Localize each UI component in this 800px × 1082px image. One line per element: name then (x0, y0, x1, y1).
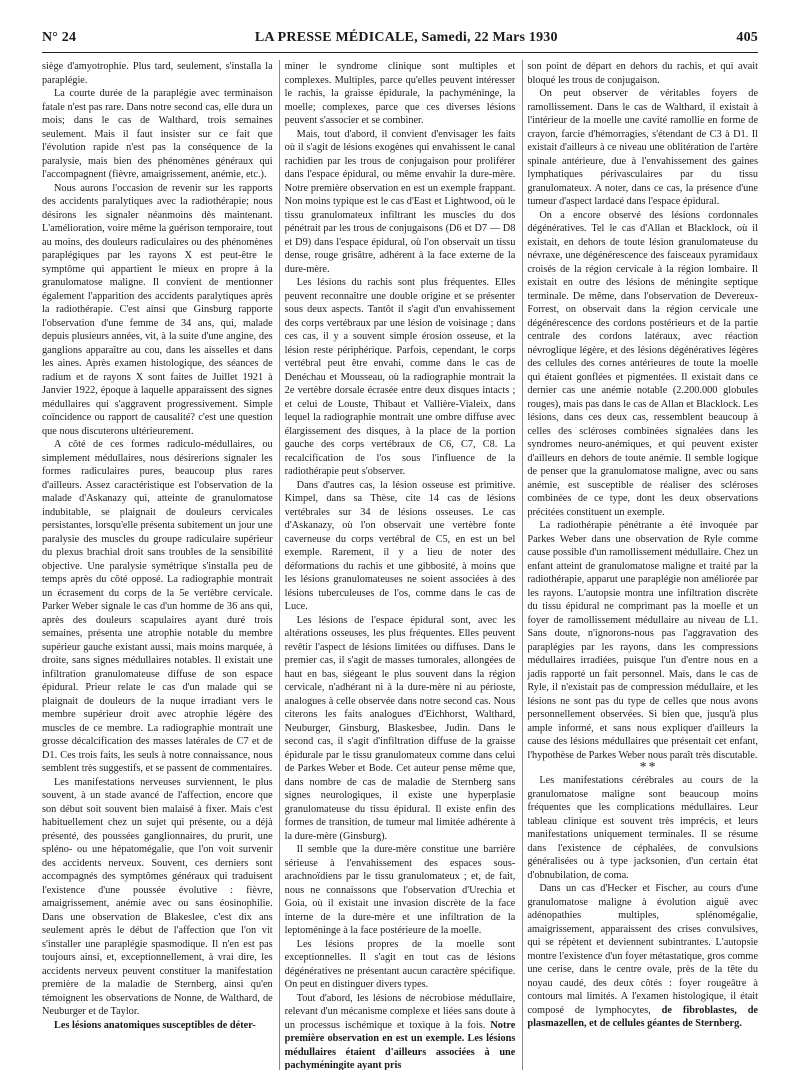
paragraph: On a encore observé des lésions cordonnales dégénératives. Tel le cas d'Allan et Blacklock, où il existait, en dehors de toute lésion granulomateuse du névraxe, une dégénérescence des faisceaux pyramidaux croisés de la région cervicale à la région lombaire. Il existait en outre des lésions de méningite septique terminale. De même, dans l'observation de Devereux-Forrest, on observait dans la région cervicale une dégénérescence des cordons postérieurs et de la partie centrale des cordons latéraux, avec réaction névroglique légère, et des lésions dégénératives légères des cellules des cornes antérieures de toute la moelle qui étaient gonflées et pigmentées. Il existait dans ce dernier cas une anémie notable (2.200.000 globules rouges), mais pas dans le cas de Allan et Blacklock. Les lésions, dans ces deux cas, ressemblent beaucoup à celles des scléroses combinées signalées dans les syndromes neuro-anémiques, et qui peuvent exister d'ailleurs en dehors de toute anémie. Il semble logique de penser que la granulomatose maligne, avec ou sans anémie, est susceptible de réaliser des scléroses combinées de ce type, dont les deux observations précitées constituent un exemple. (527, 209, 759, 518)
page-header (42, 30, 758, 48)
paragraph: Les lésions de l'espace épidural sont, avec les altérations osseuses, les plus fréquentes. Elles peuvent revêtir l'aspect de lésions limitées ou diffuses. Dans le premier cas, il s'agit de masses tumorales, allongées de haut en bas, siégeant le plus souvent dans la région cervicale, n'adhérant ni à la dure-mère ni au périoste, analogues à celle observée dans notre second cas. Nous citerons les faits analogues d'Eichhorst, Walthard, Neuburger, Ginsburg, Blaskesbee, Judin. Dans le second cas, il s'agit d'infiltration diffuse de la graisse épidurale par le tissu granulomateux comme dans celui de Parkes Weber et Bode. Cet auteur pense même que, dans nombre de cas de maladie de Sternberg sans signes neurologiques, il existe une hyperplasie granulomateuse du tissu épidural. Il existe enfin des formes de transition, de tumeur mal limitée adhérente à la dure-mère (Ginsburg). (284, 614, 516, 842)
bold-text: Notre première observation en est un exemple. Les lésions médullaires étaient d'ailleurs associées à une pachyméningite ayant pris (284, 1019, 516, 1070)
text-columns (42, 60, 758, 1070)
paragraph: Les manifestations cérébrales au cours de la granulomatose maligne sont beaucoup moins fréquentes que les complications médullaires. Leur tableau clinique est souvent très imprécis, et leurs manifestations uniquement terminales. Il se résume dans l'existence de céphalées, de convulsions généralisées ou à type jacksonien, d'un certain état d'obnubilation, de coma. (527, 775, 759, 881)
paragraph: Tout d'abord, les lésions de nécrobiose médullaire, relevant d'un mécanisme complexe et liées sans doute à un processus ischémique et toxique à la fois. Notre première observation en est un exemple. Les lésions médullaires étaient d'ailleurs associées à une pachyméningite ayant pris (284, 992, 516, 1070)
issue-number: N° 24 (42, 30, 77, 45)
paragraph: Il semble que la dure-mère constitue une barrière sérieuse à l'envahissement des espaces sous-arachnoïdiens par le tissu granulomateux ; et, de fait, nous ne connaissons que l'observation d'Urechia et Goia, où il existait une invasion discrète de la face interne de la dure-mère et une infiltration de la leptoméninge à la face postérieure de la moelle. (284, 844, 516, 936)
section-separator: ** (639, 760, 658, 775)
column-middle (285, 60, 516, 1070)
paragraph: siège d'amyotrophie. Plus tard, seulement, s'installa la paraplégie. (42, 61, 273, 86)
page-number: 405 (736, 30, 758, 45)
paragraph: A côté de ces formes radiculo-médullaires, ou simplement médullaires, nous désirerions signaler les formes radiculaires pures, beaucoup plus rares d'ailleurs. Assez caractéristique est l'observation de la malade d'Askanazy qui, atteinte de granulomatose indubitable, se plaignait de douleurs cervicales persistantes, lorsqu'elle présenta subitement un jour une paralysie des muscles du groupe radiculaire supérieur du plexus brachial droit sans troubles de la sensibilité objective. Une paralysie symétrique s'installa peu de temps après du côté opposé. La radiographie montrait un écrasement du corps de la 5e vertèbre cervicale. Parker Weber signale le cas d'un homme de 36 ans qui, après des douleurs scapulaires ayant duré trois semaines, présenta une atrophie notable du membre supérieur gauche existant aussi, mais moins marquée, à droite, sans signes médullaires notables. Il existait une infiltration granulomateuse diffuse de son espace épidural. Prieur relate le cas d'un malade qui se plaignait de douleurs de la nuque irradiant vers le membre supérieur droit avec atrophie légère des muscles de ce membre. La radiographie montrait une grosse décalcification des masses latérales de C7 et de D1. Ces trois faits, les seuls à notre connaissance, nous semblent très suggestifs, et se passent de commentaires. (42, 439, 273, 774)
column-right (527, 60, 758, 1070)
paragraph: Les lésions propres de la moelle sont exceptionnelles. Il s'agit en tout cas de lésions dégénératives ne présentant aucun caractère spécifique. On peut en distinguer divers types. (284, 938, 516, 990)
paragraph: Les manifestations nerveuses surviennent, le plus souvent, à un stade avancé de l'affection, encore que son début soit souvent bien malaisé à fixer. Mais c'est habituellement chez un sujet qui présente, ou a déjà présenté, des poussées ganglionnaires, du prurit, une spléno- ou une hépatomégalie, que l'on voit survenir des accidents nerveux. Souvent, ces derniers sont accompagnés des symptômes généraux qui traduisent l'existence d'une poussée évolutive : fièvre, amaigrissement, anémie avec ou sans éosinophilie. Dans une observation de Blakeslee, c'est dix ans seulement après le début de l'affection que l'on vit s'installer une paraplégie spasmodique. Il n'en est pas toujours ainsi, et, exceptionnellement, à vrai dire, les accidents nerveux peuvent constituer la manifestation première de la maladie de Sternberg, ainsi qu'en témoignent les observations de Nonne, de Walthard, de Neuburger et de Taylor. (42, 776, 273, 1017)
header-rule (42, 52, 758, 53)
paragraph: La radiothérapie pénétrante a été invoquée par Parkes Weber dans une observation de Ryle comme cause possible d'un ramollissement médullaire. Chez un enfant atteint de granulomatose maligne et traité par la radiothérapie, apparut une paraplégie non améliorée par les rayons. L'autopsie montra une infiltration discrète du tissu épidural ne comprimant pas la moelle et un foyer de ramollissement médullaire au niveau de L1. Sans doute, n'ignorons-nous pas l'aggravation des paraplégies par les rayons, dans les compressions médullaires irradiées, puisque l'un d'entre nous en a jadis rapporté un fait personnel. Mais, dans le cas de Ryle, il n'existait pas de compression médullaire, et les lésions ne sont pas du type de celles que nous avons personnellement observées. Si bien que, jusqu'à plus ample informé, et sans nous expliquer d'ailleurs la cause des lésions médullaires que présentait cet enfant, l'hypothèse de Parkes Weber nous paraît très discutable. (527, 520, 759, 761)
paragraph: Les lésions anatomiques susceptibles de déter- (54, 1019, 256, 1031)
paragraph: La courte durée de la paraplégie avec terminaison fatale n'est pas rare. Dans notre second cas, elle dura un mois; dans le cas de Walthard, trois semaines seulement. Mais il faut insister sur ce fait que l'évolution rapide n'est pas la conséquence de la paralysie, mais bien des phénomènes généraux qui l'accompagnent (fièvre, amaigrissement, anémie, etc.). (42, 88, 273, 180)
paragraph: son point de départ en dehors du rachis, et qui avait bloqué les trous de conjugaison. (527, 61, 759, 86)
paragraph: Les lésions du rachis sont plus fréquentes. Elles peuvent reconnaître une double origine et se présenter sous deux aspects. Tantôt il s'agit d'un envahissement des corps vertébraux par une lésion de voisinage ; dans ces cas, il y a souvent simple érosion osseuse, et la lésion reste périphérique. Parfois, cependant, le corps vertébral peut être envahi, comme dans le cas de Denéchau et Mousseau, où la radiographie montrait la 2e vertèbre dorsale écrasée entre deux disques intacts ; et celui de Louste, Thibaut et Vallière-Vialeix, dans lequel la radiographie montrait une ombre diffuse avec élargissement des disques, à la place de la portion gauche des corps vertébraux de C6, C7, C8. La recalcification de l'os sous l'influence de la radiothérapie peut s'observer. (284, 277, 516, 477)
paragraph: On peut observer de véritables foyers de ramollissement. Dans le cas de Walthard, il existait à l'intérieur de la moelle une cavité ramollie en forme de crayon, farcie d'hémorragies, s'étendant de C3 à D1. Il existait d'ailleurs à ce niveau une oblitération de l'artère spinale antérieure, due à l'envahissement des gaines lymphatiques périvasculaires par du tissu granulomateux. A noter, dans ce cas, la présence d'une tumeur d'aspect lardacé dans l'espace épidural. (527, 88, 759, 207)
paragraph: Nous aurons l'occasion de revenir sur les rapports des accidents paralytiques avec la radiothérapie; nous désirons les signaler néanmoins dès maintenant. L'amélioration, voire même la guérison temporaire, tout au moins, des douleurs radiculaires ou des phénomènes paraplégiques par les rayons X est peut-être le symptôme qui appartient le mieux en propre à la granulomatose maligne. Il convient de mentionner également l'apparition des accidents paralytiques après la radiothérapie. C'est ainsi que Ginsburg rapporte l'observation d'une femme de 34 ans, qui, malade depuis plusieurs années, vit, à la suite d'une angine, des ganglions apparaître au cou, dans les aisselles et dans les aines. Après examen histologique, des séances de radium et de rayons X sont faites de Juillet 1921 à Janvier 1922, époque à laquelle apparaissent des signes médullaires qui s'aggravent progressivement. Simple coïncidence ou rapport de causalité? c'est une question que nous discuterons ultérieurement. (42, 182, 273, 437)
column-divider (279, 60, 280, 1070)
column-divider (522, 60, 523, 1070)
paragraph: Mais, tout d'abord, il convient d'envisager les faits où il s'agit de lésions exogènes qui envahissent le canal rachidien par les trous de conjugaison pour proliférer dans l'espace épidural, ou même envahir la dure-mère. Notre première observation en est un exemple frappant. Non moins typique est le cas d'East et Lightwood, où le tissu granulomateux infiltrant les muscles du dos pénétrait par les trous de conjugaisons (D6 et D7 — D8 et D9) dans l'espace épidural, où l'on observait un tissu dense, rouge grisâtre, adhérent à la face externe de la dure-mère. (284, 128, 516, 275)
journal-title: LA PRESSE MÉDICALE, Samedi, 22 Mars 1930 (254, 30, 558, 45)
paragraph: Dans d'autres cas, la lésion osseuse est primitive. Kimpel, dans sa Thèse, cite 14 cas de lésions vertébrales sur 34 de lésions osseuses. Le cas d'Askanazy, où l'on observait une vertèbre fonte caverneuse du corps vertébral de C5, en est un bel exemple. Rarement, il y a lieu de noter des déformations du rachis et une gibbosité, à moins que les lésions granulomateuses ne soient associées à des lésions tuberculeuses de l'os, comme dans le cas de Luce. (284, 479, 516, 612)
column-left (42, 60, 273, 1070)
paragraph: miner le syndrome clinique sont multiples et complexes. Multiples, parce qu'elles peuvent intéresser le rachis, la graisse épidurale, la pachyméninge, la moelle; complexes, parce que ces diverses lésions peuvent s'associer et se combiner. (284, 61, 516, 126)
paragraph: Dans un cas d'Hecker et Fischer, au cours d'une granulomatose maligne à évolution aiguë avec adénopathies multiples, splénomégalie, amaigrissement, apparaissent des crises convulsives, qui se répètent et deviennent subintrantes. L'autopsie montre l'existence d'un foyer métastatique, gros comme une cerise, dans le centre ovale, près de la tête du noyau caudé, des deux côtés : foyer rougeâtre à contours mal limités. A l'examen histologique, il était composé de lymphocytes, de fibroblastes, de plasmazellen, et de cellules géantes de Sternberg. (527, 883, 759, 1029)
bold-text: de fibroblastes, de plasmazellen, et de cellules géantes de Sternberg. (527, 1004, 759, 1029)
